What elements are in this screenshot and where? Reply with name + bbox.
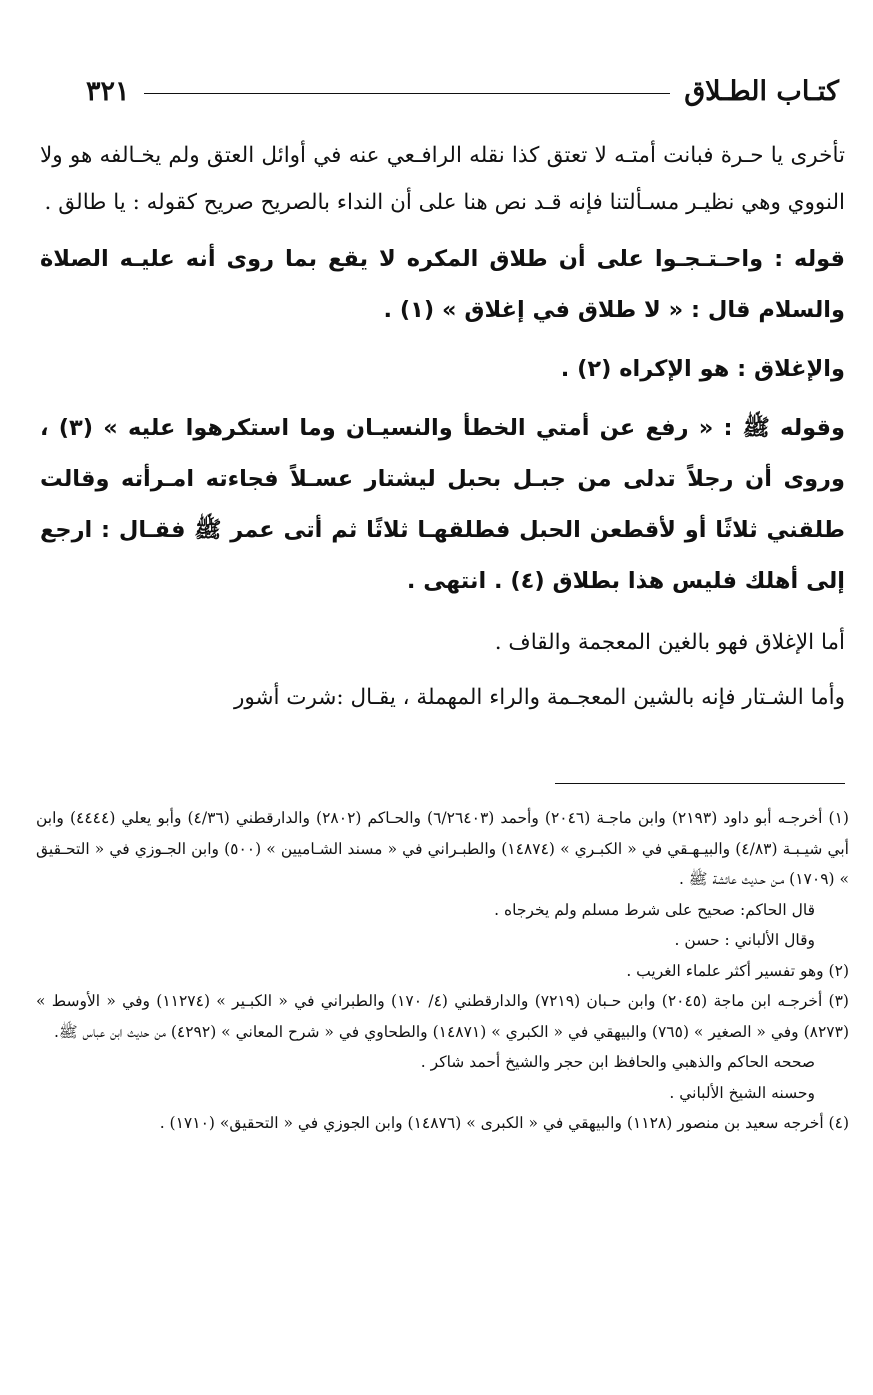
paragraph-4-quote: وقوله ﷺ : « رفع عن أمتي الخطأ والنسيـان وما استكرهوا عليه » (٣) ، وروى أن رجلاً تدلى من جبـل بحبل ليشتار عسـلاً فجاءته امـرأته وقالت طلقني ثلاثًا أو لأقطعن الحبل فطلقهـا ثلاثًا ثم أتى عمر ﷺ فقـال : ارجع إلى أهلك فليس هذا بطلاق (٤) . انتهى .	[40, 415, 845, 594]
main-text	[40, 132, 845, 721]
paragraph-2-quote: قوله : واحـتـجـوا على أن طلاق المكره لا يقع بما روى أنه عليـه الصلاة والسلام قال : « لا طلاق في إغلاق » (١) .	[40, 246, 845, 323]
page-number: ٣٢١	[86, 75, 130, 107]
footnote-1-hakim: قال الحاكم: صحيح على شرط مسلم ولم يخرجاه .	[494, 900, 815, 919]
paragraph-6: وأما الشـتار فإنه بالشين المعجـمة والراء المهملة ، يقـال :شرت أشور	[233, 685, 845, 710]
footnote-3: (٣) أخرجـه ابن ماجة (٢٠٤٥) وابن حـبان (٧٢١٩) والدارقطني (٤/ ١٧٠) والطبراني في « الكبـير » (١١٢٧٤) وفي « الأوسط » (٨٢٧٣) وفي « الصغير » (٧٦٥) والبيهقي في « الكبري » (١٤٨٧١) والطحاوي في « شرح المعاني » (٤٢٩٢) من حديث ابن عباس ﷺ.	[36, 992, 849, 1041]
header-rule	[144, 93, 671, 94]
paragraph-3-quote: والإغلاق : هو الإكراه (٢) .	[560, 356, 845, 382]
running-title: كتـاب الطـلاق	[684, 75, 839, 107]
footnote-1: (١) أخرجـه أبو داود (٢١٩٣) وابن ماجـة (٢٠٤٦) وأحمد (٦/٢٦٤٠٣) والحـاكم (٢٨٠٢) والدارقطني (٤/٣٦) وأبو يعلي (٤٤٤٤) وابن أبي شيـبـة (٤/٨٣) والبيـهـقي في « الكبـري » (١٤٨٧٤) والطبـراني في « مسند الشـاميين » (٥٠٠) وابن الجـوزي في « التحـقيق » (١٧٠٩) مـن حـديث عائشة ﷺ .	[36, 809, 849, 888]
page-header	[86, 70, 839, 112]
footnote-1-albani: وقال الألباني : حسن .	[674, 931, 815, 949]
footnote-3-hassan: وحسنه الشيخ الألباني .	[669, 1083, 815, 1102]
footnote-4: (٤) أخرجه سعيد بن منصور (١١٢٨) والبيهقي في « الكبرى » (١٤٨٧٦) وابن الجوزي في « التحقيق» (١٧١٠) .	[159, 1114, 849, 1132]
paragraph-5: أما الإغلاق فهو بالغين المعجمة والقاف .	[494, 630, 845, 655]
paragraph-1: تأخرى يا حـرة فبانت أمتـه لا تعتق كذا نقله الرافـعي عنه في أوائل العتق ولم يخـالفه هو ولا النووي وهي نظيـر مسـألتنا فإنه قـد نص هنا على أن النداء بالصريح صريح كقوله : يا طالق .	[40, 143, 845, 215]
footnote-3-sahhah: صححه الحاكم والذهبي والحافظ ابن حجر والشيخ أحمد شاكر .	[420, 1053, 815, 1071]
footnotes	[36, 803, 849, 1139]
footnote-2: (٢) وهو تفسير أكثر علماء الغريب .	[626, 961, 849, 980]
footnote-separator	[555, 783, 845, 784]
